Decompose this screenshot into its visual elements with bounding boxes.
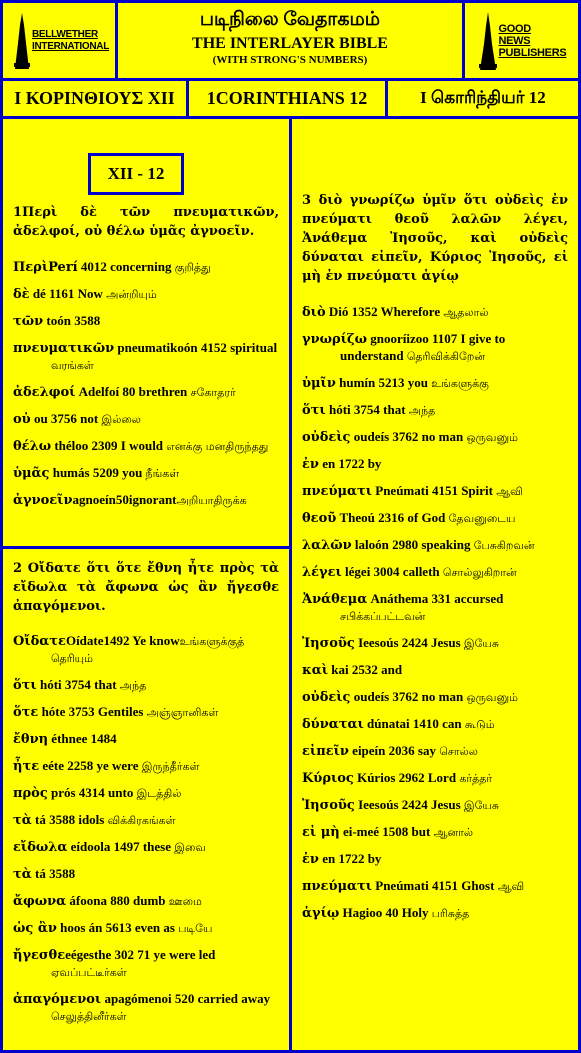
greek-word: ἐν	[302, 852, 319, 867]
transliteration-strongs-english: kai 2532 and	[328, 662, 403, 677]
tamil-word: ஒருவனும்	[466, 431, 518, 444]
tamil-word: செலுத்தினீர்கள்	[51, 1010, 127, 1023]
title-subtitle: (WITH STRONG'S NUMBERS)	[212, 54, 368, 66]
word-entry	[13, 411, 279, 428]
greek-word: δύναται	[302, 717, 364, 732]
transliteration-strongs-english: en 1722 by	[318, 851, 382, 866]
word-entry	[13, 920, 279, 937]
verse-2-panel	[3, 549, 289, 1050]
tamil-word: இல்லை	[101, 413, 141, 426]
tamil-word: ஊமை	[168, 895, 202, 908]
greek-word: ἄφωνα	[13, 894, 67, 909]
tamil-word: படியே	[178, 922, 213, 935]
verse-2-text: 2 Οἴδατε ὅτι ὅτε ἔθνη ἦτε πρὸς τὰ εἴδωλα τὰ ἄφωνα ὡς ἂν ἤγεσθε ἀπαγόμενοι.	[13, 561, 279, 614]
greek-word: τὰ	[13, 813, 32, 828]
tamil-word: இயேசு	[463, 799, 500, 812]
word-entry	[302, 429, 568, 446]
greek-word: πνεύματι	[302, 879, 373, 894]
greek-word: ὅτι	[13, 678, 37, 693]
greek-word: Κύριος	[302, 771, 354, 786]
transliteration-strongs-english: Ieesoús 2424 Jesus	[354, 635, 464, 650]
tamil-word: அன்றியும்	[106, 288, 157, 301]
word-entry	[302, 456, 568, 473]
good-news-logo-text: GOOD NEWS PUBLISHERS	[498, 22, 567, 59]
tamil-word: தேவனுடைய	[448, 512, 516, 525]
word-entry	[302, 905, 568, 922]
tamil-word: ஆனால்	[433, 826, 474, 839]
greek-word: πνευματικῶν	[13, 341, 115, 356]
transliteration-strongs-english: humín 5213 you	[335, 375, 432, 390]
tamil-word: இயேசு	[463, 637, 500, 650]
book-title-tamil: I கொரிந்தியர் 12	[388, 81, 578, 116]
transliteration-strongs-english: eipeín 2036 say	[348, 743, 440, 758]
tamil-word: எனக்கு மனதிருந்தது	[166, 440, 269, 453]
verse-1-word-list	[13, 259, 279, 509]
verse-3-word-list	[302, 304, 568, 922]
transliteration-strongs-english: humás 5209 you	[49, 465, 146, 480]
word-entry	[302, 591, 568, 625]
tamil-word: அந்த	[408, 404, 436, 417]
greek-word: Ἰησοῦς	[302, 636, 355, 651]
transliteration-strongs-english: Dió 1352 Wherefore	[325, 304, 444, 319]
chapter-label: XII - 12	[88, 153, 184, 195]
tower-icon	[479, 12, 497, 70]
tamil-word: அஞ்ஞானிகள்	[146, 706, 219, 719]
word-entry	[13, 340, 279, 374]
transliteration-strongs-english: en 1722 by	[318, 456, 382, 471]
greek-word: διὸ	[302, 305, 326, 320]
transliteration-strongs-english: 4012 concerning	[77, 259, 175, 274]
greek-word: ἁγίῳ	[302, 906, 340, 921]
tamil-word: வரங்கள்	[51, 359, 94, 372]
transliteration-strongs-english: Theoú 2316 of God	[336, 510, 449, 525]
greek-word: ἐν	[302, 457, 319, 472]
word-entry	[13, 704, 279, 721]
tamil-word: இவை	[174, 841, 206, 854]
transliteration-strongs-english: áfoona 880 dumb	[66, 893, 169, 908]
transliteration-strongs-english: tá 3588	[31, 866, 76, 881]
tamil-word: அறியாதிருக்க	[176, 494, 247, 507]
transliteration-strongs-english: hóte 3753 Gentiles	[38, 704, 147, 719]
word-entry	[302, 375, 568, 392]
word-entry	[13, 677, 279, 694]
greek-word: ἀδελφοί	[13, 385, 76, 400]
transliteration-strongs-english: apagómenoi 520 carried away	[101, 991, 271, 1006]
greek-word: οὐδεὶς	[302, 690, 351, 705]
transliteration-strongs-english: oudeís 3762 no man	[350, 689, 467, 704]
transliteration-strongs-english: eégesthe 302 71 ye were led	[65, 947, 216, 962]
greek-word: ΠερὶPerí	[13, 260, 78, 275]
greek-word: Οἴδατε	[13, 634, 66, 649]
greek-word: ὅτι	[302, 403, 326, 418]
word-entry	[302, 635, 568, 652]
tamil-word: சொல்ல	[439, 745, 478, 758]
word-entry	[302, 304, 568, 321]
tamil-word: சொல்லுகிறான்	[442, 566, 517, 579]
verse-1-text: 1Περὶ δὲ τῶν πνευματικῶν, ἀδελφοί, οὐ θέλω ὑμᾶς ἀγνοεῖν.	[13, 205, 279, 239]
tamil-word: பேசுகிறவன்	[473, 539, 535, 552]
word-entry	[302, 564, 568, 581]
word-entry	[302, 743, 568, 760]
transliteration-strongs-english: Anáthema 331 accursed	[367, 591, 504, 606]
greek-word: ἦτε	[13, 759, 40, 774]
greek-word: δὲ	[13, 287, 30, 302]
good-news-logo	[465, 3, 578, 78]
word-entry	[13, 259, 279, 276]
tamil-word: ஒருவனும்	[466, 691, 518, 704]
greek-word: Ἰησοῦς	[302, 798, 355, 813]
tamil-word: நீங்கள்	[145, 467, 180, 480]
word-entry	[13, 991, 279, 1025]
transliteration-strongs-english: agnoeín50ignorant	[72, 492, 177, 507]
tamil-word: ஆவி	[497, 880, 525, 893]
transliteration-strongs-english: Kúrios 2962 Lord	[353, 770, 460, 785]
word-entry	[302, 851, 568, 868]
word-entry	[13, 286, 279, 303]
tamil-word: உங்களுக்கு	[431, 377, 489, 390]
book-title-english: 1CORINTHIANS 12	[189, 81, 385, 116]
word-entry	[302, 510, 568, 527]
tamil-word: ஆவி	[496, 485, 523, 498]
greek-word: πρὸς	[13, 786, 48, 801]
word-entry	[302, 770, 568, 787]
greek-word: ὑμῖν	[302, 376, 336, 391]
greek-word: λέγει	[302, 565, 342, 580]
word-entry	[302, 402, 568, 419]
tamil-word: ஆதலால்	[443, 306, 489, 319]
greek-word: ἀπαγόμενοι	[13, 992, 102, 1007]
transliteration-strongs-english: oudeís 3762 no man	[350, 429, 467, 444]
transliteration-strongs-english: éthnee 1484	[48, 731, 117, 746]
transliteration-strongs-english: légei 3004 calleth	[341, 564, 443, 579]
transliteration-strongs-english: prós 4314 unto	[47, 785, 137, 800]
greek-word: εἰ μὴ	[302, 825, 340, 840]
word-entry	[302, 878, 568, 895]
tamil-word: பரிசுத்த	[431, 907, 470, 920]
tamil-word: கூடும்	[464, 718, 495, 731]
word-entry	[13, 384, 279, 401]
tamil-word: இடத்தில்	[136, 787, 182, 800]
greek-word: γνωρίζω	[302, 332, 367, 347]
greek-word: τῶν	[13, 314, 44, 329]
tower-icon	[14, 13, 30, 69]
word-entry	[302, 537, 568, 554]
transliteration-strongs-english: hóti 3754 that	[325, 402, 409, 417]
greek-word: Ἀνάθεμα	[302, 592, 368, 607]
transliteration-strongs-english: Pneúmati 4151 Spirit	[372, 483, 497, 498]
tamil-word: அந்த	[119, 679, 147, 692]
title-tamil: படிநிலை வேதாகமம்	[199, 9, 381, 30]
word-entry	[302, 716, 568, 733]
tamil-word: தெரிவிக்கிறேன்	[406, 350, 485, 363]
greek-word: εἰπεῖν	[302, 744, 349, 759]
word-entry	[302, 331, 568, 365]
tamil-word: ஏவப்பட்டீர்கள்	[51, 966, 127, 979]
bellwether-logo-text: BELLWETHER INTERNATIONAL	[32, 28, 110, 52]
word-entry	[13, 812, 279, 829]
greek-word: ὅτε	[13, 705, 39, 720]
greek-word: θεοῦ	[302, 511, 337, 526]
word-entry	[13, 839, 279, 856]
greek-word: ἤγεσθε	[13, 948, 66, 963]
greek-word: ἀγνοεῖν	[13, 493, 73, 508]
word-entry	[13, 947, 279, 981]
word-entry	[302, 662, 568, 679]
transliteration-strongs-english: Hagioo 40 Holy	[339, 905, 432, 920]
word-entry	[13, 758, 279, 775]
transliteration-strongs-english: eídoola 1497 these	[67, 839, 175, 854]
greek-word: εἴδωλα	[13, 840, 68, 855]
greek-word: ἔθνη	[13, 732, 49, 747]
greek-word: τὰ	[13, 867, 32, 882]
transliteration-strongs-english: dé 1161 Now	[29, 286, 107, 301]
transliteration-strongs-english: hóti 3754 that	[36, 677, 120, 692]
word-entry	[13, 465, 279, 482]
transliteration-strongs-english: théloo 2309 I would	[51, 438, 167, 453]
word-entry	[13, 866, 279, 883]
greek-word: οὐδεὶς	[302, 430, 351, 445]
word-entry	[13, 313, 279, 330]
greek-word: οὐ	[13, 412, 31, 427]
verse-3-text: 3 διὸ γνωρίζω ὑμῖν ὅτι οὐδεὶς ἐν πνεύματι θεοῦ λαλῶν λέγει, Ἀνάθεμα Ἰησοῦς, καὶ οὐδεὶς δύναται εἰπεῖν, Κύριος Ἰησοῦς, εἰ μὴ ἐν πνεύματι ἁγίῳ	[302, 193, 568, 284]
transliteration-strongs-english: ei-meé 1508 but	[339, 824, 434, 839]
word-entry	[13, 731, 279, 748]
title-english: THE INTERLAYER BIBLE	[192, 35, 388, 52]
transliteration-strongs-english: pneumatikoón 4152 spiritual	[114, 340, 278, 355]
tamil-word: உங்களுக்குத் தெரியும்	[51, 635, 245, 665]
tamil-word: விக்கிரகங்கள்	[107, 814, 176, 827]
verse-2-word-list	[13, 633, 279, 1025]
transliteration-strongs-english: Ieesoús 2424 Jesus	[354, 797, 464, 812]
tamil-word: குறித்து	[174, 261, 211, 274]
verse-3-panel	[292, 119, 578, 1050]
book-title-greek: I ΚΟΡΙΝΘΙΟΥΣ XII	[3, 81, 186, 116]
greek-word: καὶ	[302, 663, 329, 678]
title-block	[118, 3, 462, 78]
bellwether-logo	[3, 3, 115, 78]
transliteration-strongs-english: Adelfoí 80 brethren	[75, 384, 191, 399]
word-entry	[13, 633, 279, 667]
word-entry	[302, 824, 568, 841]
word-entry	[13, 492, 279, 509]
transliteration-strongs-english: Pneúmati 4151 Ghost	[372, 878, 498, 893]
tamil-word: சபிக்கப்பட்டவன்	[340, 610, 426, 623]
greek-word: ὡς ἂν	[13, 921, 57, 936]
transliteration-strongs-english: laloón 2980 speaking	[351, 537, 474, 552]
tamil-word: இருந்தீர்கள்	[141, 760, 200, 773]
word-entry	[13, 785, 279, 802]
word-entry	[302, 797, 568, 814]
transliteration-strongs-english: Oídate1492 Ye know	[65, 633, 180, 648]
transliteration-strongs-english: eéte 2258 ye were	[39, 758, 142, 773]
tamil-word: கர்த்தர்	[459, 772, 493, 785]
transliteration-strongs-english: toón 3588	[43, 313, 101, 328]
word-entry	[302, 483, 568, 500]
transliteration-strongs-english: gnooríizoo 1107 I give to understand	[340, 331, 506, 363]
greek-word: θέλω	[13, 439, 52, 454]
transliteration-strongs-english: tá 3588 idols	[31, 812, 108, 827]
transliteration-strongs-english: ou 3756 not	[30, 411, 102, 426]
greek-word: ὑμᾶς	[13, 466, 50, 481]
word-entry	[302, 689, 568, 706]
transliteration-strongs-english: hoos án 5613 even as	[56, 920, 179, 935]
tamil-word: சகோதரர்	[190, 386, 236, 399]
greek-word: λαλῶν	[302, 538, 352, 553]
word-entry	[13, 893, 279, 910]
transliteration-strongs-english: dúnatai 1410 can	[363, 716, 465, 731]
word-entry	[13, 438, 279, 455]
greek-word: πνεύματι	[302, 484, 373, 499]
